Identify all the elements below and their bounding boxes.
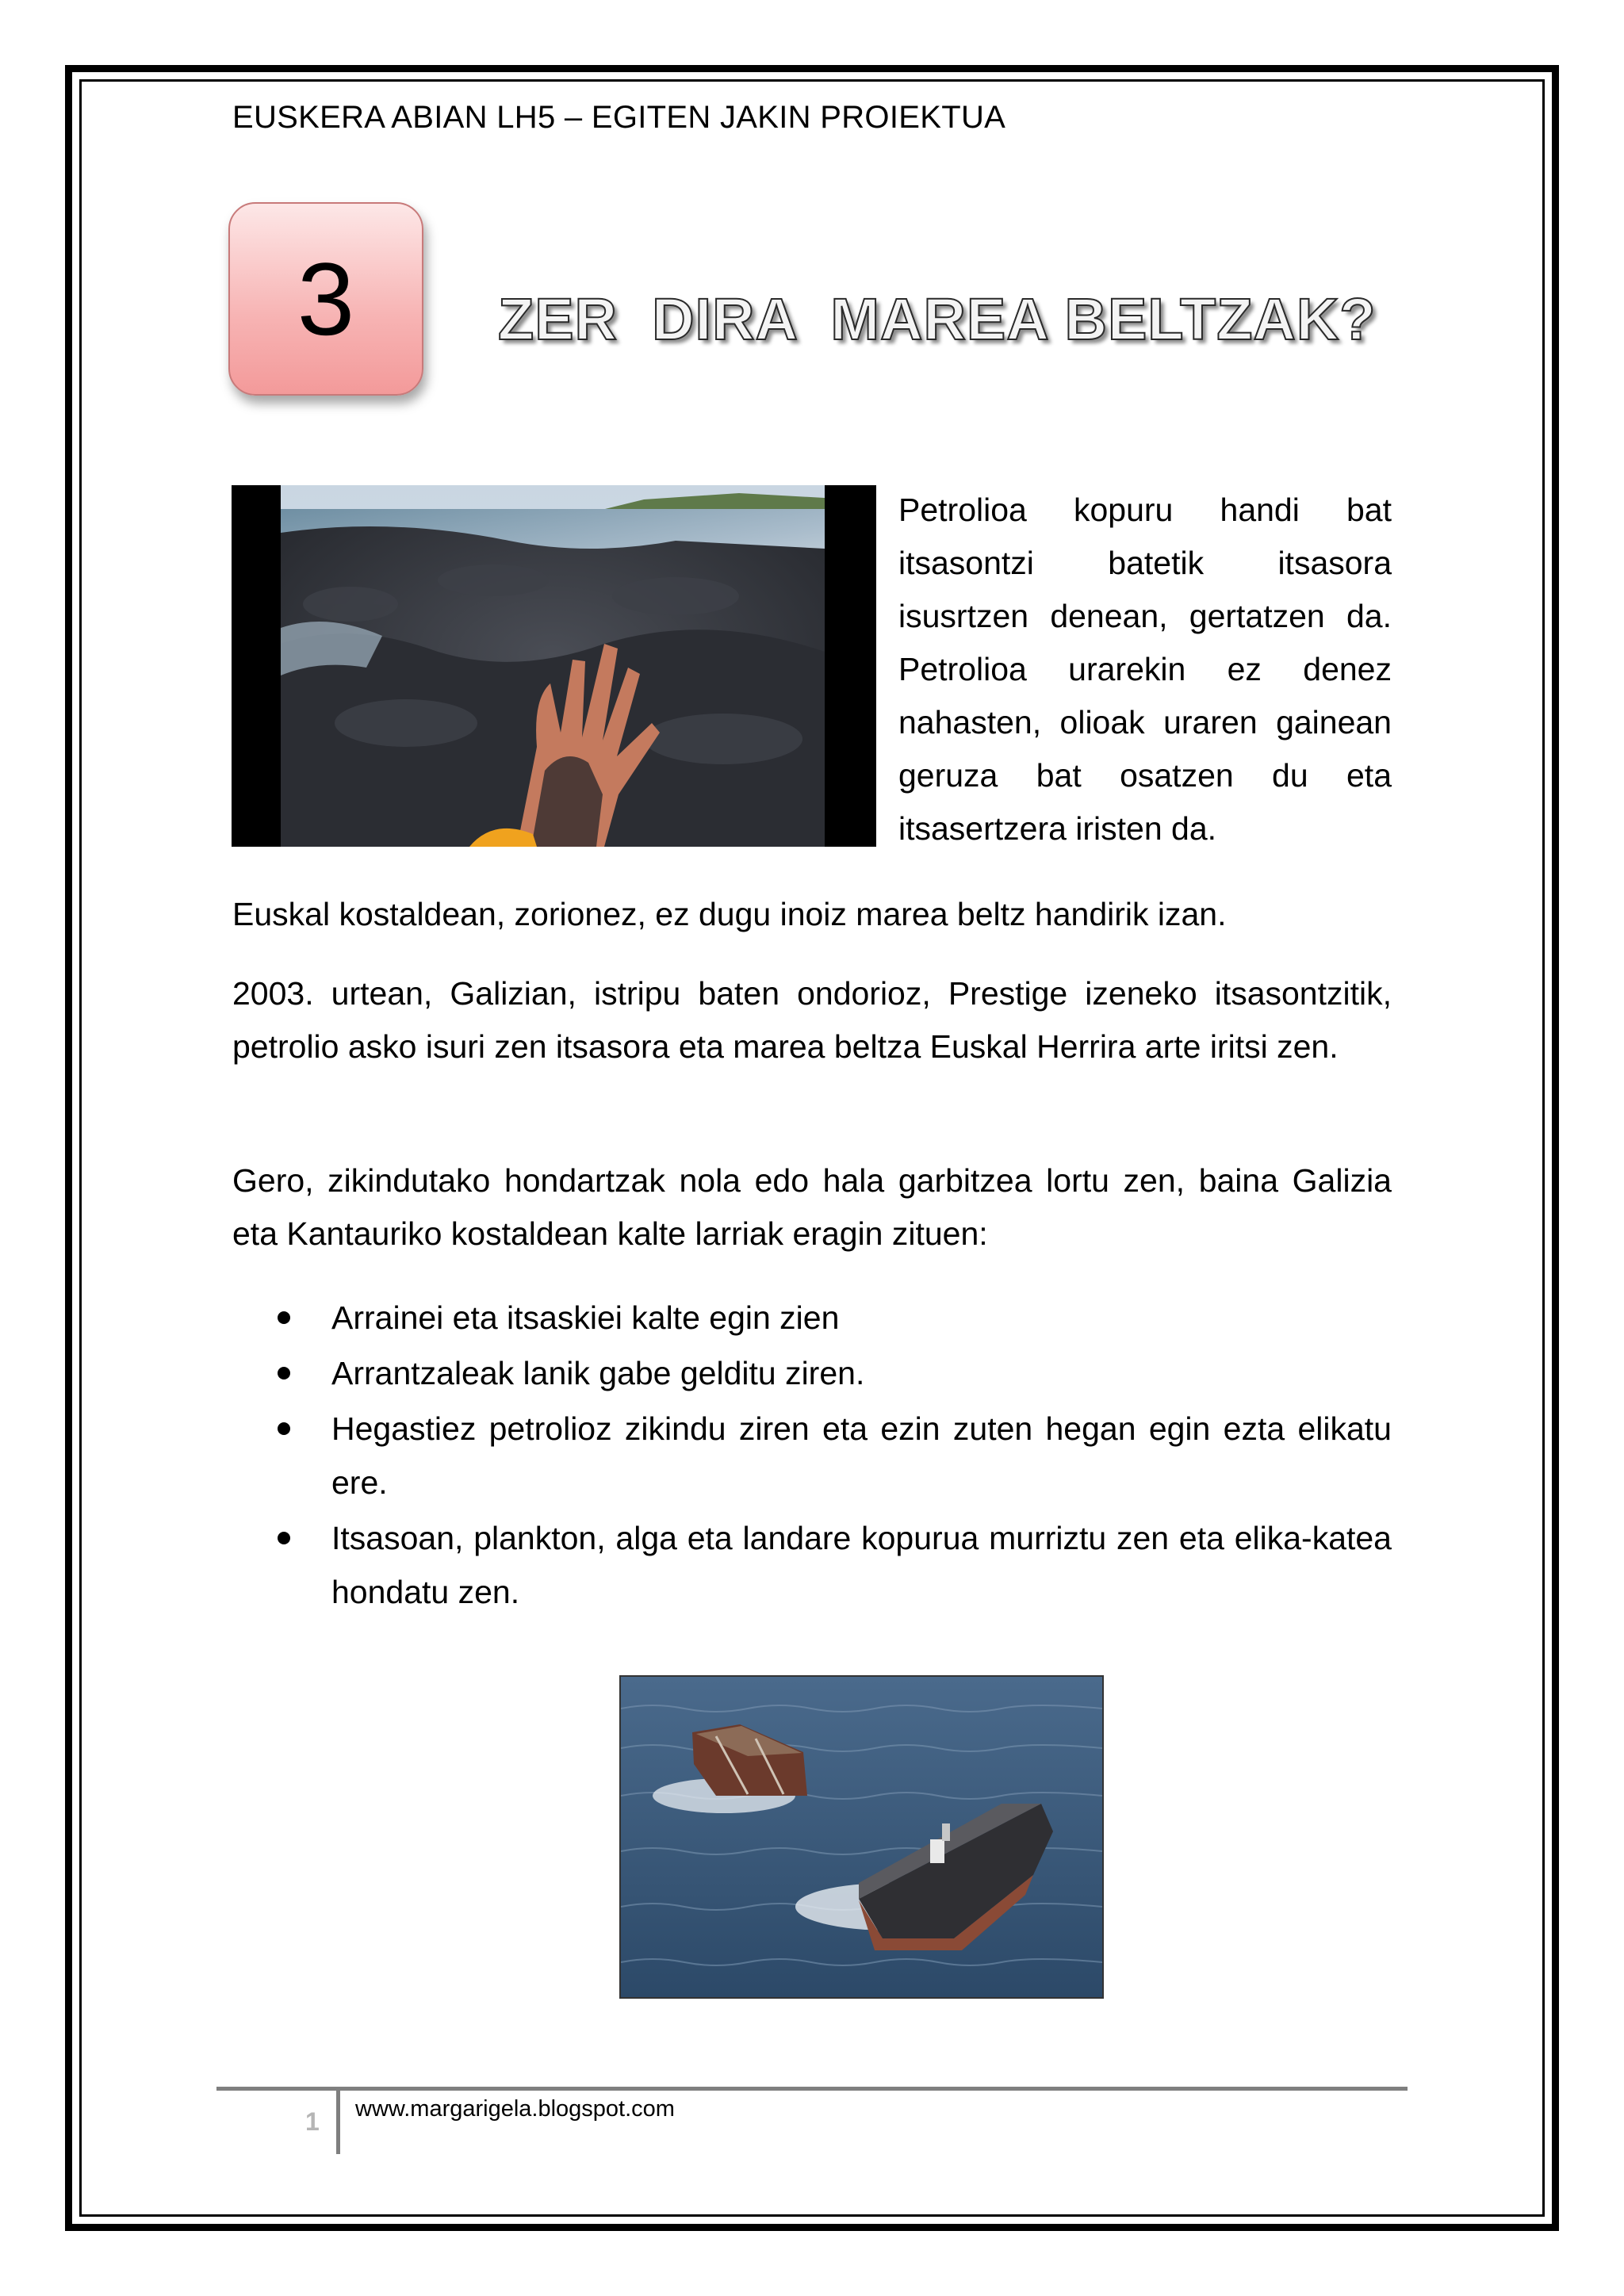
list-item: Hegastiez petrolioz zikindu ziren eta ezin zuten hegan egin ezta elikatu ere.: [278, 1402, 1392, 1510]
intro-paragraph: Petrolioa kopuru handi bat itsasontzi batetik itsasora isusrtzen denean, gertatzen da. Petrolioa urarekin ez denez nahasten, olioak uraren gainean geruza bat osatzen du eta itsasertzera iristen da.: [898, 492, 1392, 847]
oil-covered-shore-photo: [232, 485, 876, 847]
bullet-icon: [278, 1311, 290, 1324]
list-item: Itsasoan, plankton, alga eta landare kopurua murriztu zen eta elika-katea hondatu zen.: [278, 1511, 1392, 1619]
paragraph-basque-coast: Euskal kostaldean, zorionez, ez dugu inoiz marea beltz handirik izan.: [232, 896, 1227, 932]
paragraph-damage: Gero, zikindutako hondartzak nola edo hala garbitzea lortu zen, baina Galizia eta Kantauriko kostaldean kalte larriak eragin zituen:: [232, 1162, 1392, 1252]
sinking-tanker-photo: [619, 1675, 1104, 1999]
list-item: Arrantzaleak lanik gabe gelditu ziren.: [278, 1346, 1392, 1400]
paragraph-prestige: 2003. urtean, Galizian, istripu baten ondorioz, Prestige izeneko itsasontzitik, petrolio asko isuri zen itsasora eta marea beltza Euskal Herrira arte iritsi zen.: [232, 975, 1392, 1065]
footer-url: www.margarigela.blogspot.com: [355, 2096, 675, 2122]
section-number-badge: 3: [228, 202, 423, 396]
bullet-icon: [278, 1422, 290, 1435]
bullet-icon: [278, 1532, 290, 1544]
damage-list: [278, 1291, 1392, 1621]
footer-divider: [336, 2091, 340, 2154]
page-header: EUSKERA ABIAN LH5 – EGITEN JAKIN PROIEKTUA: [232, 100, 1006, 135]
list-item: Arrainei eta itsaskiei kalte egin zien: [278, 1291, 1392, 1345]
footer-rule: [216, 2087, 1408, 2091]
page-title: ZER DIRA MAREA BELTZAK?: [498, 286, 1377, 352]
bullet-icon: [278, 1367, 290, 1380]
page-number: 1: [305, 2107, 320, 2136]
